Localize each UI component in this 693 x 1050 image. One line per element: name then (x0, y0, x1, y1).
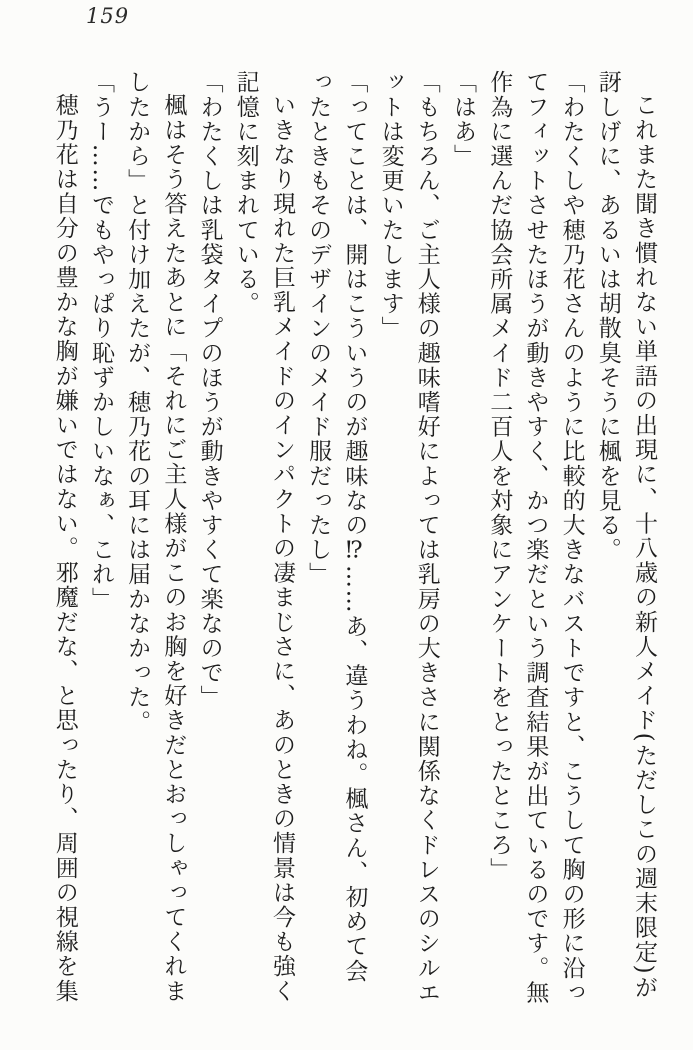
paragraph: 「もちろん、ご主人様の趣味嗜好によっては乳房の大きさに関係なくドレスのシルエットは変更いたします」 (377, 70, 440, 1005)
paragraph: 「ってことは、開はこういうのが趣味なの⁉……あ、違うわね。楓さん、初めて会ったときもそのデザインのメイド服だったし」 (305, 70, 368, 984)
paragraph: いきなり現れた巨乳メイドのインパクトの凄まじさに、あのときの情景は今も強く記憶に刻まれている。 (232, 70, 295, 1004)
page-text (47, 70, 662, 1006)
paragraph: 穂乃花は自分の豊かな胸が嫌いではない。邪魔だな、と思ったり、周囲の視線を集 (51, 93, 78, 1004)
paragraph: 「わたくしは乳袋タイプのほうが動きやすくて楽なので」 (196, 70, 223, 710)
paragraph: 「うー……でもやっぱり恥ずかしいなぁ、これ」 (87, 70, 114, 612)
paragraph: 楓はそう答えたあとに「それにご主人様がこのお胸を好きだとおっしゃってくれましたから」と付け加えたが、穂乃花の耳には届かなかった。 (124, 70, 187, 1004)
paragraph: 「わたくしや穂乃花さんのように比較的大きなバストですと、こうして胸の形に沿ってフィットさせたほうが動きやすく、かつ楽だという調査結果が出ているのです。無作為に選んだ協会所属メイド二百人を対象にアンケートをとったところ」 (486, 70, 585, 1005)
page-number: 159 (86, 4, 130, 28)
paragraph: 「はあ」 (449, 70, 476, 169)
paragraph: これまた聞き慣れない単語の出現に、十八歳の新人メイド(ただしこの週末限定)が訝しげに、あるいは胡散臭そうに楓を見る。 (594, 70, 657, 1000)
